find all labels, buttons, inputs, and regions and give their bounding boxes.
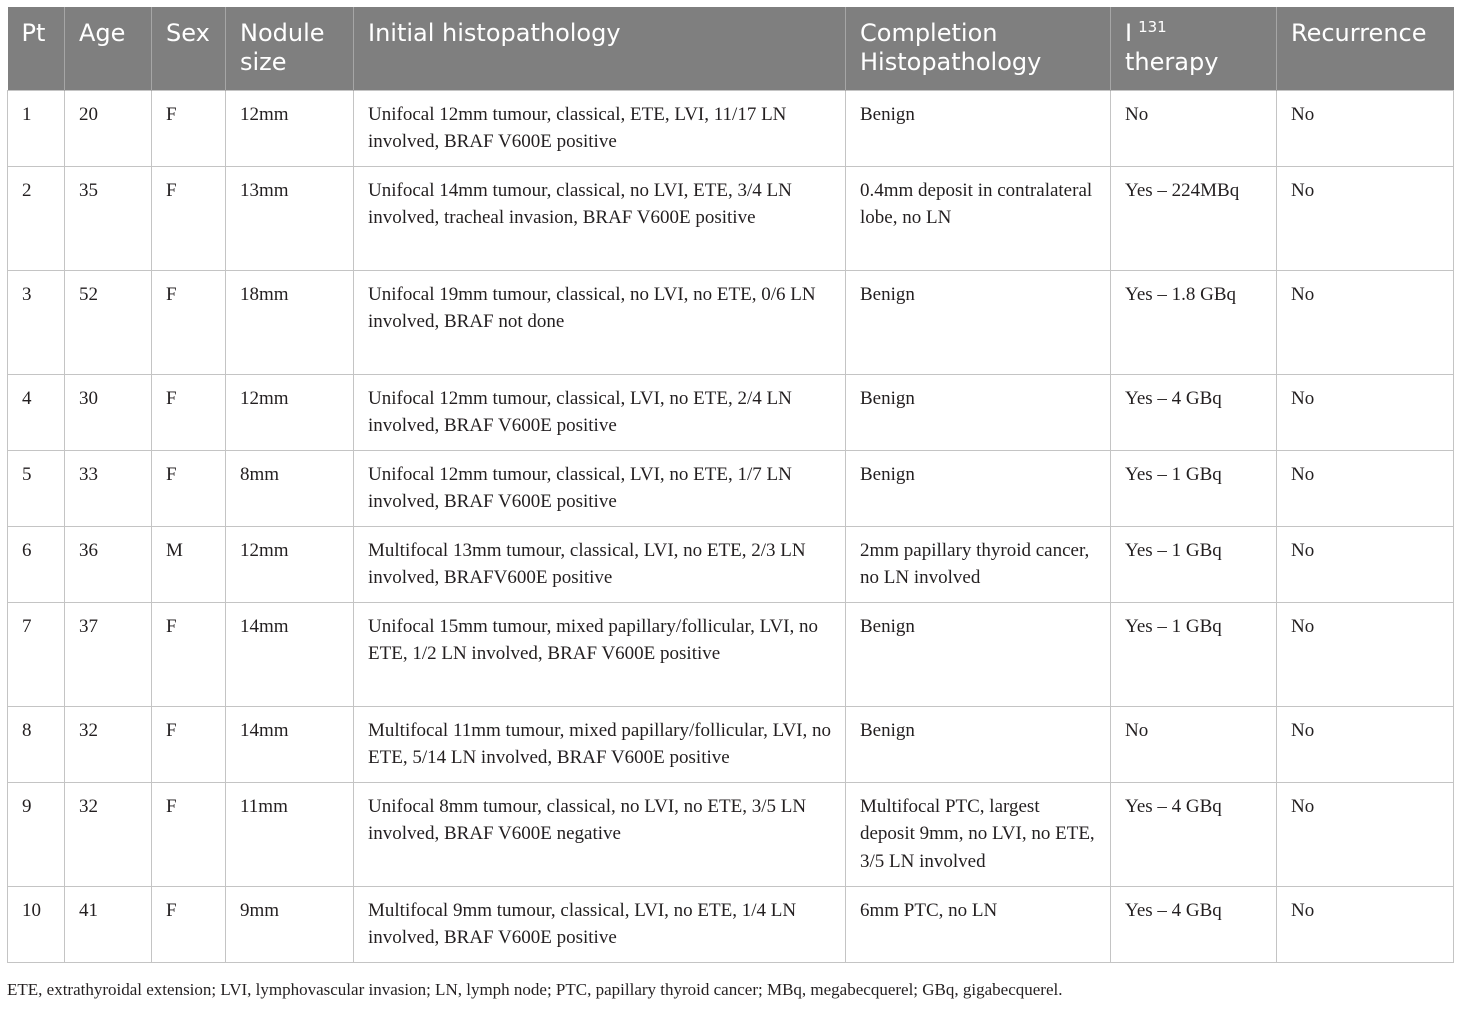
cell-therapy: Yes – 1 GBq [1111,602,1277,706]
cell-sex: M [152,526,226,602]
header-recurrence: Recurrence [1277,7,1454,90]
cell-therapy: Yes – 1 GBq [1111,450,1277,526]
cell-age: 20 [65,90,152,166]
cell-therapy: No [1111,706,1277,782]
cell-completion: Multifocal PTC, largest deposit 9mm, no LVI, no ETE, 3/5 LN involved [846,782,1111,886]
cell-therapy: Yes – 4 GBq [1111,374,1277,450]
cell-recurrence: No [1277,782,1454,886]
cell-therapy: Yes – 4 GBq [1111,782,1277,886]
table-row [8,270,1454,374]
cell-initial: Unifocal 15mm tumour, mixed papillary/follicular, LVI, no ETE, 1/2 LN involved, BRAF V600E positive [354,602,846,706]
cell-pt: 2 [8,166,65,270]
cell-age: 30 [65,374,152,450]
cell-recurrence: No [1277,90,1454,166]
cell-sex: F [152,450,226,526]
table-row [8,526,1454,602]
header-i131-prefix: I [1125,19,1133,47]
cell-size: 14mm [226,602,354,706]
cell-initial: Unifocal 12mm tumour, classical, LVI, no ETE, 2/4 LN involved, BRAF V600E positive [354,374,846,450]
table-header [8,7,1454,90]
cell-pt: 9 [8,782,65,886]
cell-initial: Unifocal 12mm tumour, classical, ETE, LVI, 11/17 LN involved, BRAF V600E positive [354,90,846,166]
cell-therapy: Yes – 1.8 GBq [1111,270,1277,374]
cell-therapy: Yes – 4 GBq [1111,886,1277,962]
cell-pt: 10 [8,886,65,962]
table-row [8,166,1454,270]
cell-age: 35 [65,166,152,270]
cell-sex: F [152,90,226,166]
header-row [8,7,1454,90]
cell-age: 33 [65,450,152,526]
cell-recurrence: No [1277,706,1454,782]
cell-size: 18mm [226,270,354,374]
cell-sex: F [152,782,226,886]
cell-pt: 6 [8,526,65,602]
cell-completion: 6mm PTC, no LN [846,886,1111,962]
header-age: Age [65,7,152,90]
patient-table [7,7,1454,963]
header-i131-suffix: therapy [1125,48,1219,76]
cell-completion: Benign [846,270,1111,374]
table-row [8,374,1454,450]
header-nodule-size: Nodule size [226,7,354,90]
cell-initial: Multifocal 11mm tumour, mixed papillary/follicular, LVI, no ETE, 5/14 LN involved, BRAF V600E positive [354,706,846,782]
cell-sex: F [152,166,226,270]
cell-recurrence: No [1277,270,1454,374]
cell-completion: Benign [846,706,1111,782]
cell-age: 32 [65,782,152,886]
cell-initial: Multifocal 13mm tumour, classical, LVI, no ETE, 2/3 LN involved, BRAFV600E positive [354,526,846,602]
cell-size: 12mm [226,374,354,450]
cell-size: 8mm [226,450,354,526]
cell-sex: F [152,270,226,374]
cell-pt: 8 [8,706,65,782]
cell-initial: Unifocal 14mm tumour, classical, no LVI, ETE, 3/4 LN involved, tracheal invasion, BRAF V600E positive [354,166,846,270]
table-row [8,90,1454,166]
cell-initial: Unifocal 12mm tumour, classical, LVI, no ETE, 1/7 LN involved, BRAF V600E positive [354,450,846,526]
cell-age: 41 [65,886,152,962]
cell-recurrence: No [1277,886,1454,962]
cell-pt: 1 [8,90,65,166]
cell-completion: Benign [846,374,1111,450]
cell-initial: Multifocal 9mm tumour, classical, LVI, no ETE, 1/4 LN involved, BRAF V600E positive [354,886,846,962]
table-row [8,782,1454,886]
cell-size: 11mm [226,782,354,886]
cell-therapy: Yes – 1 GBq [1111,526,1277,602]
cell-completion: 2mm papillary thyroid cancer, no LN involved [846,526,1111,602]
table-row [8,706,1454,782]
table-row [8,450,1454,526]
cell-completion: Benign [846,602,1111,706]
cell-pt: 4 [8,374,65,450]
cell-pt: 3 [8,270,65,374]
cell-recurrence: No [1277,450,1454,526]
cell-pt: 7 [8,602,65,706]
cell-recurrence: No [1277,166,1454,270]
header-completion-histopathology: Completion Histopathology [846,7,1111,90]
cell-size: 14mm [226,706,354,782]
cell-age: 36 [65,526,152,602]
cell-age: 32 [65,706,152,782]
header-initial-histopathology: Initial histopathology [354,7,846,90]
cell-initial: Unifocal 19mm tumour, classical, no LVI, no ETE, 0/6 LN involved, BRAF not done [354,270,846,374]
cell-sex: F [152,602,226,706]
cell-age: 52 [65,270,152,374]
cell-sex: F [152,374,226,450]
cell-size: 13mm [226,166,354,270]
cell-completion: 0.4mm deposit in contralateral lobe, no LN [846,166,1111,270]
cell-size: 9mm [226,886,354,962]
cell-sex: F [152,886,226,962]
cell-size: 12mm [226,526,354,602]
cell-therapy: Yes – 224MBq [1111,166,1277,270]
cell-size: 12mm [226,90,354,166]
table-body [8,90,1454,962]
cell-completion: Benign [846,450,1111,526]
cell-completion: Benign [846,90,1111,166]
table-footnote: ETE, extrathyroidal extension; LVI, lymphovascular invasion; LN, lymph node; PTC, papillary thyroid cancer; MBq, megabecquerel; GBq, gigabecquerel. [7,980,1063,999]
cell-initial: Unifocal 8mm tumour, classical, no LVI, no ETE, 3/5 LN involved, BRAF V600E negative [354,782,846,886]
header-pt: Pt [8,7,65,90]
table-row [8,886,1454,962]
header-i131-therapy [1111,7,1277,90]
cell-age: 37 [65,602,152,706]
cell-therapy: No [1111,90,1277,166]
table-row [8,602,1454,706]
header-sex: Sex [152,7,226,90]
cell-recurrence: No [1277,602,1454,706]
cell-pt: 5 [8,450,65,526]
cell-recurrence: No [1277,526,1454,602]
cell-recurrence: No [1277,374,1454,450]
cell-sex: F [152,706,226,782]
header-i131-superscript: 131 [1138,18,1167,36]
patient-table-container [7,7,1453,963]
